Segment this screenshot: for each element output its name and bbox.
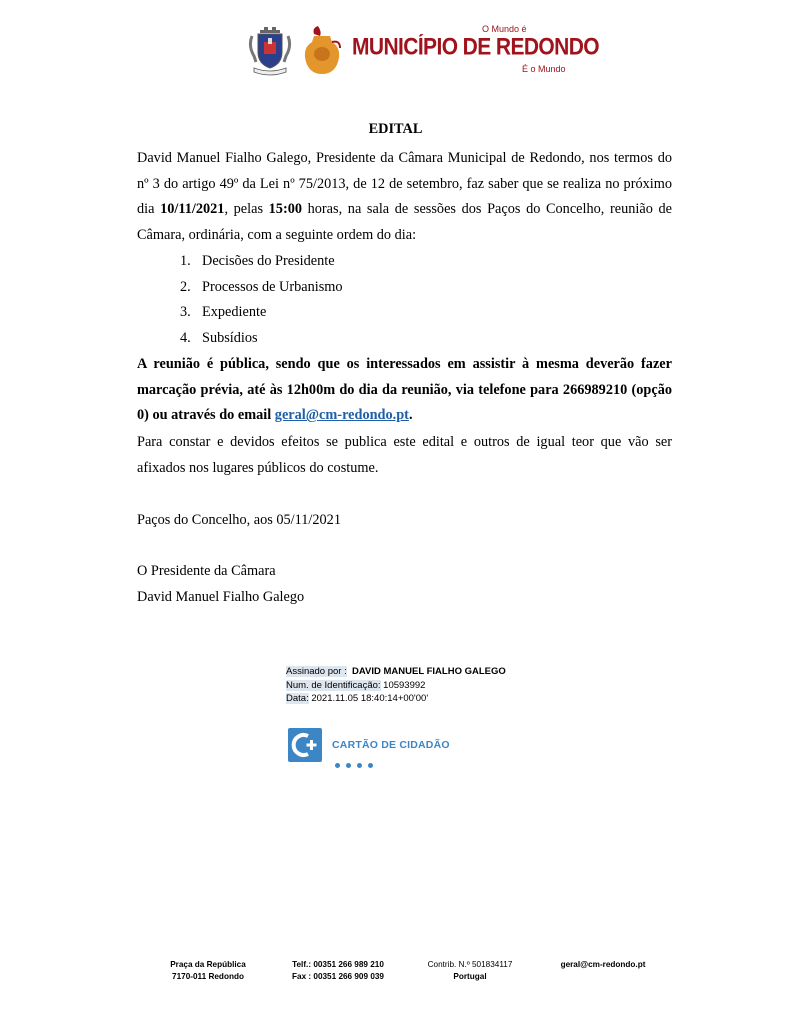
municipality-brand bbox=[352, 24, 600, 76]
footer-address-line: Praça da República bbox=[170, 960, 246, 969]
date-row bbox=[286, 692, 506, 706]
public-notice-paragraph bbox=[137, 352, 672, 429]
letterhead bbox=[0, 0, 791, 90]
footer-country: Portugal bbox=[453, 971, 487, 981]
intro-text: horas, na sala de sessões dos Paços do Concelho, reunião de Câmara, ordinária, com a seguinte ordem do dia: bbox=[137, 201, 672, 243]
list-item-text: Subsídios bbox=[202, 329, 258, 346]
notice-end: . bbox=[408, 407, 413, 423]
place-date: Paços do Concelho, aos 05/11/2021 bbox=[137, 512, 341, 528]
intro-paragraph bbox=[137, 146, 672, 248]
list-item bbox=[180, 326, 343, 352]
list-item-text: Decisões do Presidente bbox=[202, 253, 335, 269]
closing-paragraph: Para constar e devidos efeitos se publica este edital e outros de igual teor que vão ser afixados nos lugares públicos do costume. bbox=[137, 434, 672, 476]
footer-tax-id bbox=[420, 959, 520, 982]
footer-phone bbox=[282, 959, 394, 982]
list-item-number: 2. bbox=[180, 278, 191, 295]
digital-signature-block bbox=[286, 665, 506, 706]
signed-by-label: Assinado por : bbox=[286, 666, 347, 677]
list-item-number: 4. bbox=[180, 329, 191, 346]
date-label: Data: bbox=[286, 693, 309, 704]
coat-of-arms-icon bbox=[246, 26, 294, 76]
list-item-text: Processos de Urbanismo bbox=[202, 278, 343, 295]
id-label: Num. de Identificação: bbox=[286, 679, 381, 691]
agenda-list bbox=[180, 249, 343, 351]
meeting-date: 10/11/2021 bbox=[160, 201, 225, 217]
signatory-name: David Manuel Fialho Galego bbox=[137, 589, 305, 605]
document-title: EDITAL bbox=[368, 121, 423, 137]
brand-tagline-bottom: É o Mundo bbox=[522, 64, 566, 74]
notice-text: A reunião é pública, sendo que os interessados em assistir à mesma deverão fazer marcação prévia, até às 12h00m do dia da reunião, via telefone para 266989210 (opção 0) ou através do email bbox=[137, 356, 672, 423]
citizen-card-label: CARTÃO DE CIDADÃO bbox=[332, 739, 450, 751]
footer-email bbox=[548, 959, 658, 971]
id-value: 10593992 bbox=[383, 679, 426, 691]
list-item-number: 3. bbox=[180, 304, 191, 321]
list-item bbox=[180, 249, 343, 275]
footer-address bbox=[158, 959, 258, 982]
id-row bbox=[286, 679, 506, 693]
intro-text: , pelas bbox=[224, 201, 269, 217]
intro-text: David Manuel Fialho Galego, Presidente da Câmara Municipal de Redondo, nos termos do nº 3 do artigo 49º da Lei nº 75/2013, de 12 de setembro, faz saber que se realiza no próximo dia bbox=[137, 150, 672, 217]
signed-by-value: DAVID MANUEL FIALHO GALEGO bbox=[352, 666, 506, 677]
footer-email-line: geral@cm-redondo.pt bbox=[560, 960, 646, 969]
footer-fax-line: Fax : 00351 266 909 039 bbox=[292, 971, 384, 981]
signed-by-row bbox=[286, 665, 506, 679]
list-item-text: Expediente bbox=[202, 304, 267, 321]
brand-name: MUNICÍPIO DE REDONDO bbox=[352, 34, 600, 61]
list-item bbox=[180, 275, 343, 301]
brand-tagline-top: O Mundo é bbox=[482, 24, 527, 34]
signatory-role: O Presidente da Câmara bbox=[137, 563, 276, 579]
list-item-number: 1. bbox=[180, 253, 191, 269]
citizen-card-icon bbox=[288, 728, 322, 762]
footer-address-line: 7170-011 Redondo bbox=[172, 971, 244, 981]
citizen-card-dots bbox=[335, 755, 379, 773]
date-value: 2021.11.05 18:40:14+00'00' bbox=[311, 693, 429, 704]
list-item bbox=[180, 300, 343, 326]
footer-tax-line: Contrib. N.º 501834117 bbox=[427, 960, 513, 969]
footer-phone-line: Telf.: 00351 266 989 210 bbox=[292, 960, 384, 969]
meeting-time: 15:00 bbox=[268, 201, 302, 217]
clay-jar-logo-icon bbox=[300, 24, 344, 76]
email-link[interactable]: geral@cm-redondo.pt bbox=[274, 407, 409, 423]
